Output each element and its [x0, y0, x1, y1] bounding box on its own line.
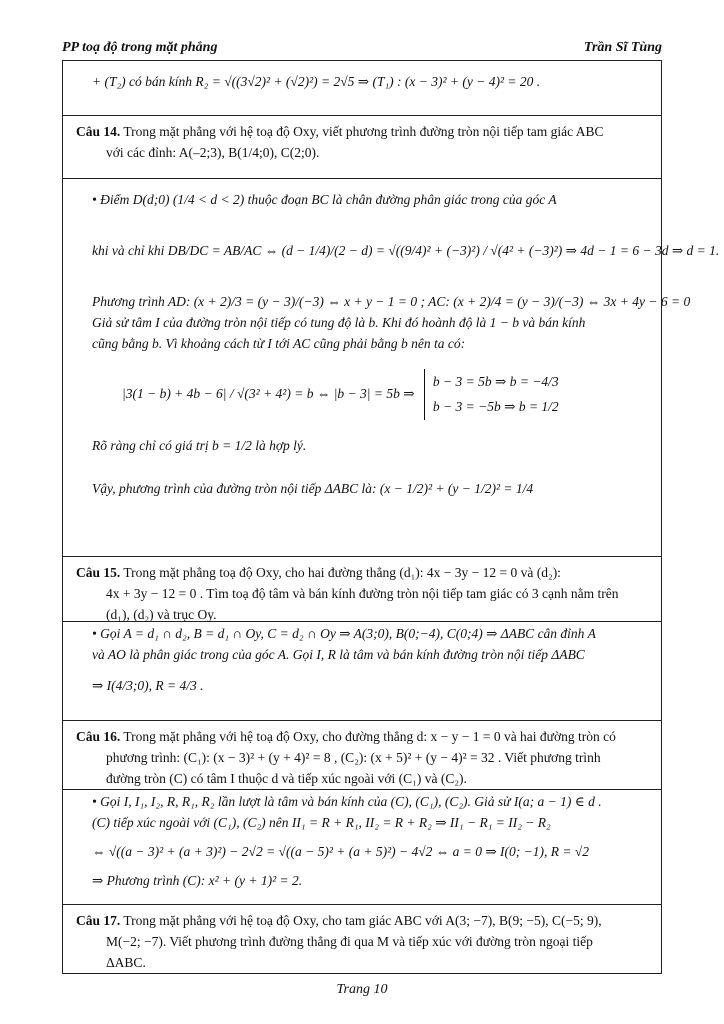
s14-line-3: Phương trình AD: (x + 2)/3 = (y − 3)/(−3) ⇔ x + y − 1 = 0 ; AC: (x + 2)/4 = (y − 3)/(−3) ⇔ 3x + 4y − 6 = 0	[92, 293, 691, 309]
q15-text-1: Trong mặt phẳng toạ độ Oxy, cho hai đường thẳng (d₁): 4x − 3y − 12 = 0 và (d₂):	[123, 565, 561, 580]
page-number: Trang 10	[336, 982, 388, 997]
s14-line-1: • Điểm D(d;0) (1/4 < d < 2) thuộc đoạn BC là chân đường phân giác trong của góc A	[92, 192, 557, 207]
q15-text-2: 4x + 3y − 12 = 0 . Tìm toạ độ tâm và bán kính đường tròn nội tiếp tam giác có 3 cạnh nằm trên	[106, 585, 619, 601]
s16-line-1: • Gọi I, I₁, I₂, R, R₁, R₂ lần lượt là tâm và bán kính của (C), (C₁), (C₂). Giả sử I(a; a − 1) ∈ d .	[92, 794, 602, 809]
s14-line-5: cũng bằng b. Vì khoảng cách từ I tới AC cũng phải bằng b nên ta có:	[92, 335, 466, 351]
s14-line-2: khi và chỉ khi DB/DC = AB/AC ⇔ (d − 1/4)/(2 − d) = √((9/4)² + (−3)²) / √(4² + (−3)²) ⇒ 4d − 1 = 6 − 3d ⇒ d = 1.	[92, 242, 720, 258]
header-author: Trần Sĩ Tùng	[583, 40, 662, 55]
top-line: + (T₂) có bán kính R₂ = √((3√2)² + (√2)²) = 2√5 ⇒ (T₁) : (x − 3)² + (y − 4)² = 20 .	[92, 74, 541, 89]
q16-text-2: phương trình: (C₁): (x − 3)² + (y + 4)² = 8 , (C₂): (x + 5)² + (y − 4)² = 32 . Viết phương trình	[106, 749, 601, 765]
question-15	[62, 556, 662, 622]
q17-label: Câu 17.	[76, 913, 121, 928]
s14-line-7: Rõ ràng chỉ có giá trị b = 1/2 là hợp lý.	[92, 437, 307, 453]
s14-line-6-eq: |3(1 − b) + 4b − 6| / √(3² + 4²) = b ⇔ |b − 3| = 5b ⇒	[122, 385, 415, 401]
q15-text-3: (d₁), (d₂) và trục Oy.	[106, 606, 217, 622]
s14-line-8: Vậy, phương trình của đường tròn nội tiếp ΔABC là: (x − 1/2)² + (y − 1/2)² = 1/4	[92, 480, 534, 496]
q17-text-2: M(−2; −7). Viết phương trình đường thẳng đi qua M và tiếp xúc với đường tròn ngoại tiếp	[106, 933, 593, 949]
q16-text-1: Trong mặt phẳng với hệ toạ độ Oxy, cho đường thẳng d: x − y − 1 = 0 và hai đường tròn có	[123, 729, 616, 744]
q14-label: Câu 14.	[76, 124, 121, 139]
s14-cases	[424, 369, 559, 420]
s15-line-2: và AO là phân giác trong của góc A. Gọi I, R là tâm và bán kính đường tròn nội tiếp ΔABC	[92, 646, 585, 662]
s16-line-4: ⇒ Phương trình (C): x² + (y + 1)² = 2.	[92, 872, 303, 888]
s14-line-6	[92, 369, 650, 420]
q17-text-3: ΔABC.	[106, 954, 146, 970]
header-left-title: PP toạ độ trong mặt phẳng	[62, 40, 218, 55]
s14-case-1: b − 3 = 5b ⇒ b = −4/3	[432, 373, 559, 389]
question-17	[62, 904, 662, 970]
q15-label: Câu 15.	[76, 565, 121, 580]
solution-14	[62, 186, 720, 548]
q17-text-1: Trong mặt phẳng với hệ toạ độ Oxy, cho tam giác ABC với A(3; −7), B(9; −5), C(−5; 9),	[123, 913, 602, 928]
q16-text-3: đường tròn (C) có tâm I thuộc d và tiếp xúc ngoài với (C₁) và (C₂).	[106, 770, 467, 786]
question-14	[62, 115, 662, 179]
s14-line-4: Giả sử tâm I của đường tròn nội tiếp có tung độ là b. Khi đó hoành độ là 1 − b và bán kính	[92, 314, 586, 330]
q14-text-2: với các đỉnh: A(–2;3), B(1/4;0), C(2;0).	[106, 144, 320, 160]
page-header	[62, 38, 662, 61]
previous-solution-tail	[62, 72, 662, 112]
s15-line-3: ⇒ I(4/3;0), R = 4/3 .	[92, 677, 204, 693]
s14-case-2: b − 3 = −5b ⇒ b = 1/2	[432, 399, 559, 415]
q16-label: Câu 16.	[76, 729, 121, 744]
solution-15	[62, 624, 662, 716]
question-16	[62, 720, 662, 790]
s15-line-1: • Gọi A = d₁ ∩ d₂, B = d₁ ∩ Oy, C = d₂ ∩ Oy ⇒ A(3;0), B(0;−4), C(0;4) ⇒ ΔABC cân đỉnh A	[92, 626, 596, 641]
s16-line-2: (C) tiếp xúc ngoài với (C₁), (C₂) nên II₁ = R + R₁, II₂ = R + R₂ ⇒ II₁ − R₁ = II₂ − R₂	[92, 814, 551, 830]
solution-16	[62, 792, 662, 902]
q14-text-1: Trong mặt phẳng với hệ toạ độ Oxy, viết phương trình đường tròn nội tiếp tam giác ABC	[123, 124, 604, 139]
s16-line-3: ⇔ √((a − 3)² + (a + 3)²) − 2√2 = √((a − 5)² + (a + 5)²) − 4√2 ⇔ a = 0 ⇒ I(0; −1), R = √2	[92, 843, 590, 859]
